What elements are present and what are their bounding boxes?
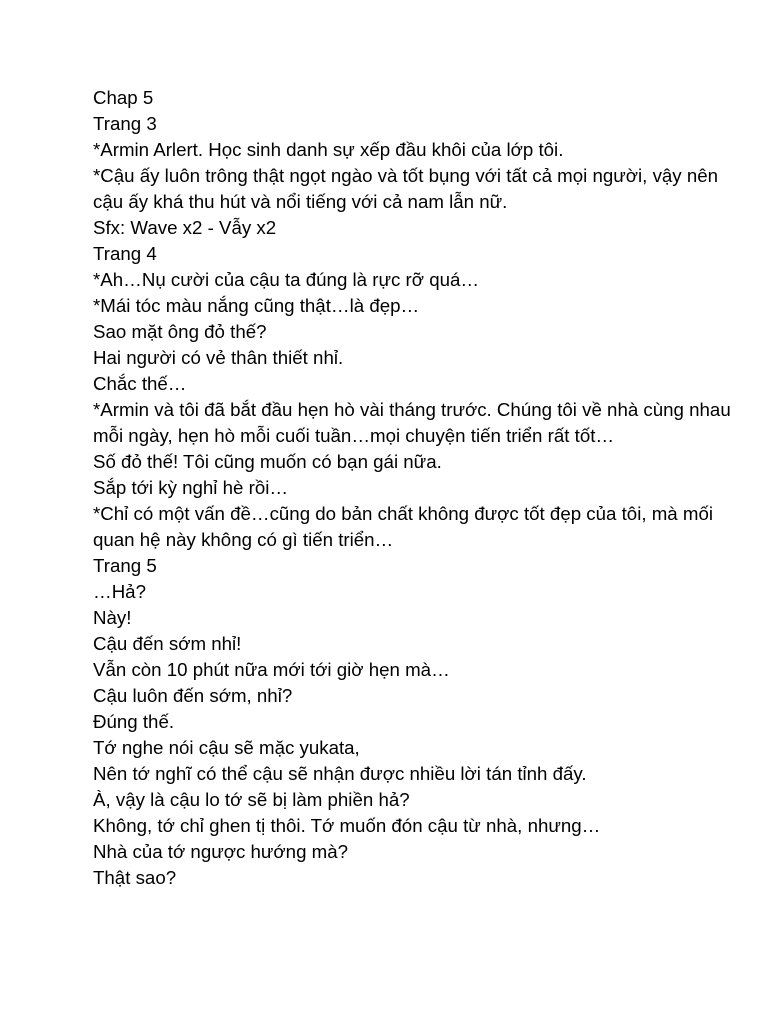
text-line: *Mái tóc màu nắng cũng thật…là đẹp… (93, 295, 420, 316)
text-line: *Ah…Nụ cười của cậu ta đúng là rực rỡ quá… (93, 269, 480, 290)
text-line: …Hả? (93, 581, 146, 602)
text-line: Cậu luôn đến sớm, nhỉ? (93, 685, 293, 706)
text-line: *Armin Arlert. Học sinh danh sự xếp đầu khôi của lớp tôi. (93, 139, 564, 160)
text-line: Sắp tới kỳ nghỉ hè rồi… (93, 477, 289, 498)
page-heading: Trang 3 (93, 113, 157, 134)
text-line: Nhà của tớ ngược hướng mà? (93, 841, 349, 862)
sfx-line: Sfx: Wave x2 - Vẫy x2 (93, 217, 277, 238)
text-line: *Chỉ có một vấn đề…cũng do bản chất không được tốt đẹp của tôi, mà mối quan hệ này không có gì tiến triển… (93, 503, 719, 550)
text-line: Đúng thế. (93, 711, 175, 732)
text-line: Chắc thế… (93, 373, 187, 394)
text-line: Hai người có vẻ thân thiết nhỉ. (93, 347, 344, 368)
text-line: Không, tớ chỉ ghen tị thôi. Tớ muốn đón cậu từ nhà, nhưng… (93, 815, 601, 836)
chapter-heading: Chap 5 (93, 87, 154, 108)
text-line: Này! (93, 607, 132, 628)
document-page (93, 85, 753, 891)
text-line: Thật sao? (93, 867, 177, 888)
text-line: *Cậu ấy luôn trông thật ngọt ngào và tốt bụng với tất cả mọi người, vậy nên cậu ấy khá thu hút và nổi tiếng với cả nam lẫn nữ. (93, 165, 724, 212)
text-line: Tớ nghe nói cậu sẽ mặc yukata, (93, 737, 360, 758)
text-line: Nên tớ nghĩ có thể cậu sẽ nhận được nhiều lời tán tỉnh đấy. (93, 763, 587, 784)
text-line: Cậu đến sớm nhỉ! (93, 633, 242, 654)
text-line: Vẫn còn 10 phút nữa mới tới giờ hẹn mà… (93, 659, 450, 680)
text-line: *Armin và tôi đã bắt đầu hẹn hò vài tháng trước. Chúng tôi về nhà cùng nhau mỗi ngày, hẹn hò mỗi cuối tuần…mọi chuyện tiến triển rất tốt… (93, 399, 736, 446)
page-heading: Trang 5 (93, 555, 157, 576)
text-line: À, vậy là cậu lo tớ sẽ bị làm phiền hả? (93, 789, 410, 810)
text-line: Số đỏ thế! Tôi cũng muốn có bạn gái nữa. (93, 451, 442, 472)
text-line: Sao mặt ông đỏ thế? (93, 321, 267, 342)
page-heading: Trang 4 (93, 243, 157, 264)
